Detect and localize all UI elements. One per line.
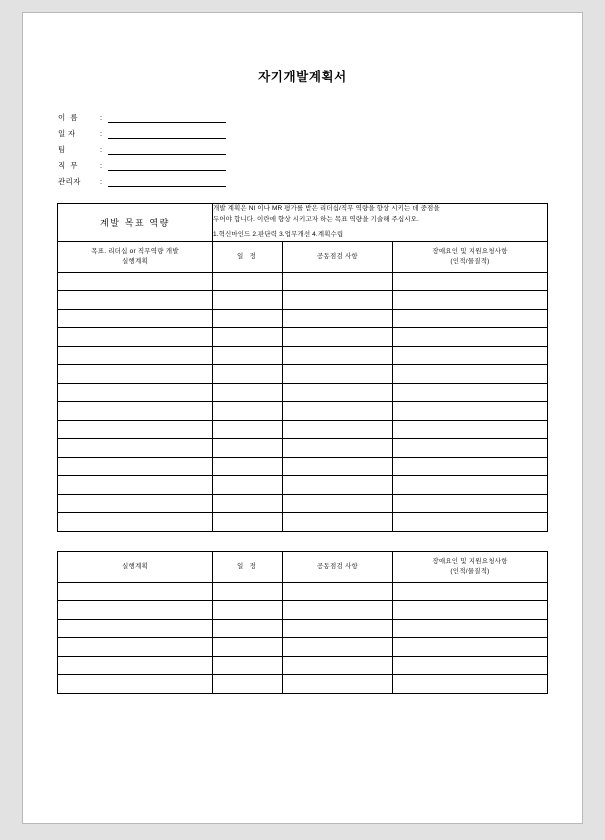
caption-desc-items: 1.혁신마인드 2.판단력 3.업무개선 4.계획수립 (212, 231, 344, 238)
table-row (57, 457, 547, 476)
cell-plan[interactable] (57, 494, 212, 513)
cell-plan[interactable] (57, 328, 212, 347)
cell-plan[interactable] (57, 513, 212, 532)
cell-joint-check[interactable] (282, 476, 392, 495)
cell-joint-check[interactable] (282, 346, 392, 365)
table-row (58, 675, 548, 694)
cell-joint-check[interactable] (282, 291, 392, 310)
cell-schedule[interactable] (213, 656, 283, 675)
table-row (57, 272, 547, 291)
cell-obstacles[interactable] (392, 309, 547, 328)
meta-fields (23, 107, 582, 187)
caption-row (57, 204, 547, 242)
cell-joint-check[interactable] (282, 513, 392, 532)
cell-schedule[interactable] (213, 638, 283, 657)
cell-plan[interactable] (57, 309, 212, 328)
cell-obstacles[interactable] (392, 365, 547, 384)
sub-column-header-obstacles (393, 551, 548, 582)
cell-plan[interactable] (57, 365, 212, 384)
cell-obstacles[interactable] (393, 656, 548, 675)
cell-schedule[interactable] (213, 601, 283, 620)
cell-schedule[interactable] (212, 457, 282, 476)
cell-joint-check[interactable] (283, 601, 393, 620)
meta-colon-manager: : (100, 177, 103, 186)
table-row (57, 494, 547, 513)
table-row (58, 601, 548, 620)
cell-obstacles[interactable] (392, 476, 547, 495)
caption-label-cell: 계발 목표 역량 (57, 204, 212, 242)
development-goal-table (57, 203, 548, 532)
sub-table-header-row (58, 551, 548, 582)
cell-schedule[interactable] (212, 272, 282, 291)
meta-field-job (58, 155, 582, 171)
cell-obstacles[interactable] (392, 346, 547, 365)
cell-schedule[interactable] (213, 582, 283, 601)
cell-plan[interactable] (57, 439, 212, 458)
cell-obstacles[interactable] (392, 439, 547, 458)
cell-joint-check[interactable] (282, 494, 392, 513)
cell-obstacles[interactable] (392, 513, 547, 532)
cell-schedule[interactable] (212, 346, 282, 365)
cell-joint-check[interactable] (282, 309, 392, 328)
table-row (58, 638, 548, 657)
cell-obstacles[interactable] (392, 402, 547, 421)
caption-description-cell (212, 204, 547, 242)
sub-column-header-action-plan (58, 551, 213, 582)
cell-schedule[interactable] (212, 383, 282, 402)
cell-joint-check[interactable] (282, 365, 392, 384)
table-row (57, 402, 547, 421)
table-row (57, 291, 547, 310)
meta-label-job: 직 무 (58, 161, 78, 170)
action-plan-table (57, 551, 548, 694)
column-header-schedule (212, 241, 282, 272)
cell-schedule[interactable] (212, 291, 282, 310)
cell-joint-check[interactable] (283, 582, 393, 601)
column-header-obstacles (392, 241, 547, 272)
cell-obstacles[interactable] (392, 291, 547, 310)
cell-obstacles[interactable] (392, 383, 547, 402)
meta-colon-team: : (100, 145, 103, 154)
sub-column-header-schedule (213, 551, 283, 582)
document-page (22, 12, 583, 824)
cell-plan[interactable] (57, 457, 212, 476)
meta-colon-name: : (100, 113, 103, 122)
table-row (58, 656, 548, 675)
meta-field-name (58, 107, 582, 123)
cell-obstacles[interactable] (393, 619, 548, 638)
cell-joint-check[interactable] (283, 675, 393, 694)
table-row (57, 420, 547, 439)
cell-plan[interactable] (57, 291, 212, 310)
cell-plan[interactable] (57, 272, 212, 291)
meta-label-team: 팀 (58, 145, 66, 154)
table-row (57, 513, 547, 532)
meta-field-date (58, 123, 582, 139)
meta-label-name: 이 름 (58, 113, 78, 122)
cell-schedule[interactable] (212, 402, 282, 421)
cell-schedule[interactable] (212, 420, 282, 439)
cell-action-plan[interactable] (58, 638, 213, 657)
table-row (57, 346, 547, 365)
cell-joint-check[interactable] (282, 272, 392, 291)
cell-obstacles[interactable] (393, 675, 548, 694)
cell-plan[interactable] (57, 476, 212, 495)
cell-action-plan[interactable] (58, 582, 213, 601)
cell-obstacles[interactable] (393, 582, 548, 601)
cell-schedule[interactable] (212, 309, 282, 328)
meta-colon-job: : (100, 161, 103, 170)
sub-column-header-action-plan-line1: 실행계획 (122, 562, 148, 570)
cell-joint-check[interactable] (283, 619, 393, 638)
table-row (57, 365, 547, 384)
cell-obstacles[interactable] (392, 328, 547, 347)
cell-joint-check[interactable] (283, 638, 393, 657)
caption-desc-line-2: 두어야 합니다. 이란에 향상 시키고자 하는 목표 역량을 기술해 주십시오. (212, 215, 419, 223)
cell-obstacles[interactable] (392, 457, 547, 476)
table-row (57, 309, 547, 328)
cell-schedule[interactable] (212, 365, 282, 384)
sub-column-header-obstacles-line2: (인적/물질적) (450, 567, 490, 575)
meta-label-manager: 관리자 (58, 177, 81, 186)
table-row (57, 439, 547, 458)
main-table-header-row (57, 241, 547, 272)
cell-schedule[interactable] (213, 619, 283, 638)
cell-joint-check[interactable] (282, 402, 392, 421)
meta-input-manager[interactable] (108, 175, 226, 187)
cell-action-plan[interactable] (58, 601, 213, 620)
page-title: 자기개발계획서 (258, 70, 347, 84)
meta-input-team[interactable] (108, 143, 226, 155)
meta-label-date: 일 자 (58, 129, 76, 138)
cell-schedule[interactable] (212, 513, 282, 532)
column-header-joint-check-line1: 공동점검 사항 (317, 252, 358, 260)
cell-schedule[interactable] (212, 476, 282, 495)
meta-input-date[interactable] (108, 127, 226, 139)
meta-field-team (58, 139, 582, 155)
cell-obstacles[interactable] (393, 601, 548, 620)
sub-column-header-obstacles-line1: 장애요인 및 지원요청사항 (432, 557, 508, 565)
sub-column-header-joint-check-line1: 공동점검 사항 (317, 562, 358, 570)
sub-column-header-joint-check (283, 551, 393, 582)
cell-action-plan[interactable] (58, 675, 213, 694)
table-row (57, 328, 547, 347)
cell-obstacles[interactable] (393, 638, 548, 657)
column-header-plan-line2: 실행계획 (122, 257, 148, 265)
meta-field-manager (58, 171, 582, 187)
table-row (58, 619, 548, 638)
table-row (57, 383, 547, 402)
column-header-obstacles-line2: (인적/물질적) (450, 257, 490, 265)
column-header-obstacles-line1: 장애요인 및 지원요청사항 (432, 247, 508, 255)
cell-plan[interactable] (57, 383, 212, 402)
cell-schedule[interactable] (212, 328, 282, 347)
cell-obstacles[interactable] (392, 272, 547, 291)
cell-schedule[interactable] (212, 439, 282, 458)
table-row (57, 476, 547, 495)
cell-obstacles[interactable] (392, 494, 547, 513)
caption-desc-line-1: 개발 계획은 NI 이나 MR 평가를 받은 리더십/직무 역량을 향상 시키는 데 중점을 (212, 205, 440, 212)
meta-input-name[interactable] (108, 111, 226, 123)
cell-plan[interactable] (57, 402, 212, 421)
cell-joint-check[interactable] (282, 383, 392, 402)
cell-action-plan[interactable] (58, 619, 213, 638)
column-header-plan (57, 241, 212, 272)
table-row (58, 582, 548, 601)
cell-joint-check[interactable] (282, 420, 392, 439)
meta-colon-date: : (100, 129, 103, 138)
cell-plan[interactable] (57, 420, 212, 439)
cell-schedule[interactable] (212, 494, 282, 513)
cell-schedule[interactable] (213, 675, 283, 694)
cell-joint-check[interactable] (282, 439, 392, 458)
cell-joint-check[interactable] (282, 457, 392, 476)
cell-plan[interactable] (57, 346, 212, 365)
meta-input-job[interactable] (108, 159, 226, 171)
column-header-joint-check (282, 241, 392, 272)
cell-joint-check[interactable] (282, 328, 392, 347)
cell-action-plan[interactable] (58, 656, 213, 675)
column-header-schedule-line1: 일 정 (237, 252, 258, 260)
sub-column-header-schedule-line1: 일 정 (237, 562, 258, 570)
column-header-plan-line1: 목표. 리더십 or 직무역량 개발 (91, 247, 179, 255)
cell-obstacles[interactable] (392, 420, 547, 439)
cell-joint-check[interactable] (283, 656, 393, 675)
